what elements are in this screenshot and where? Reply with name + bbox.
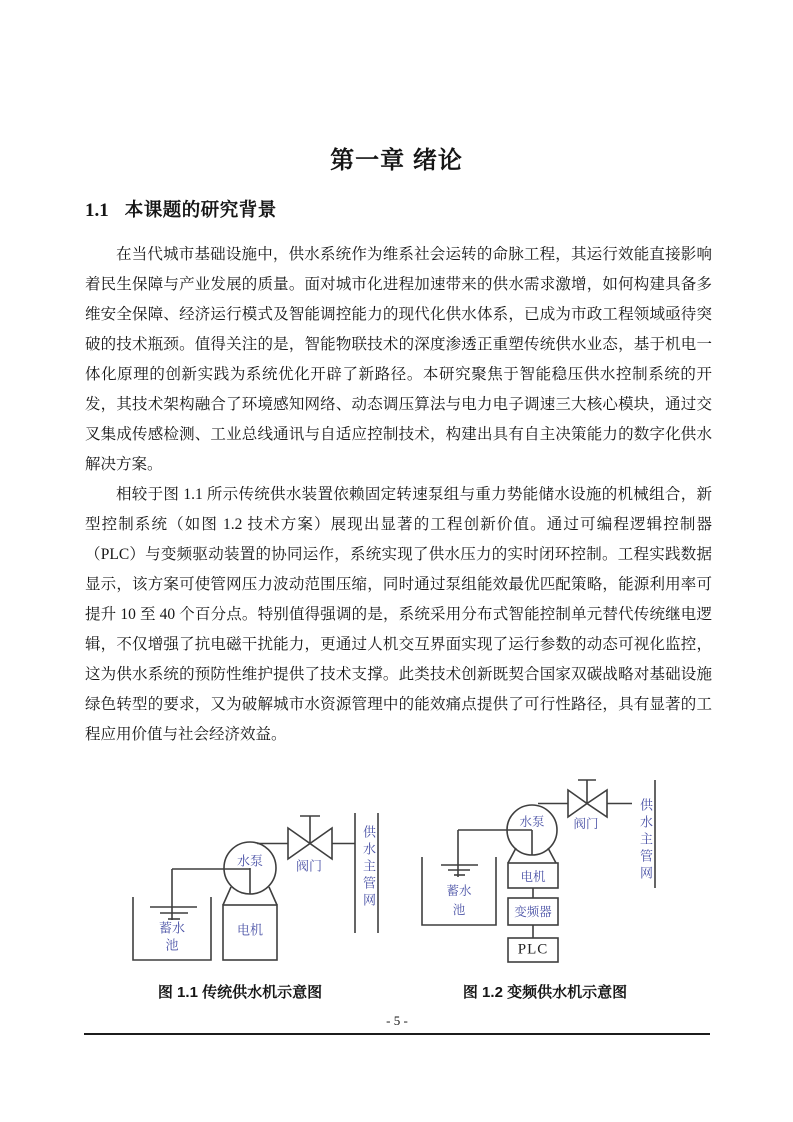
page-footer bbox=[84, 1013, 710, 1035]
valve-shape bbox=[310, 828, 332, 859]
pump-label: 水泵 bbox=[236, 853, 264, 869]
tank-label: 蓄水 bbox=[446, 884, 472, 898]
pedestal bbox=[508, 848, 516, 863]
figure-1-2-diagram bbox=[420, 770, 670, 970]
section-title: 本课题的研究背景 bbox=[124, 199, 277, 220]
pedestal bbox=[269, 887, 277, 905]
tank-label: 池 bbox=[452, 903, 466, 917]
section-number: 1.1 bbox=[85, 200, 109, 221]
main-pipe-label: 供水主管网 bbox=[361, 825, 376, 910]
vfd-label: 变频器 bbox=[514, 905, 552, 919]
pedestal bbox=[548, 848, 556, 863]
motor-label: 电机 bbox=[236, 922, 264, 938]
main-pipe-label: 供水主管网 bbox=[638, 798, 653, 883]
chapter-title: 第一章 绪论 bbox=[330, 147, 463, 174]
body-text bbox=[85, 240, 712, 750]
figure-1-1-diagram bbox=[120, 780, 400, 970]
paragraph-1: 在当代城市基础设施中，供水系统作为维系社会运转的命脉工程，其运行效能直接影响着民生保障与产业发展的质量。面对城市化进程加速带来的供水需求激增，如何构建具备多维安全保障、经济运行模式及智能调控能力的现代化供水体系，已成为市政工程领域亟待突破的技术瓶颈。值得关注的是，智能物联技术的深度渗透正重塑传统供水业态，基于机电一体化原理的创新实践为系统优化开辟了新路径。本研究聚焦于智能稳压供水控制系统的开发，其技术架构融合了环境感知网络、动态调压算法与电力电子调速三大核心模块，通过交叉集成传感检测、工业总线通讯与自适应控制技术，构建出具有自主决策能力的数字化供水解决方案。 bbox=[85, 246, 712, 473]
figure-1-1-lineart bbox=[120, 780, 400, 970]
paragraph-2: 相较于图 1.1 所示传统供水装置依赖固定转速泵组与重力势能储水设施的机械组合，新型控制系统（如图 1.2 技术方案）展现出显著的工程创新价值。通过可编程逻辑控制器（PLC）与变频驱动装置的协同运作，系统实现了供水压力的实时闭环控制。工程实践数据显示，该方案可使管网压力波动范围压缩，同时通过泵组能效最优匹配策略，能源利用率可提升 10 至 40 个百分点。特别值得强调的是，系统采用分布式智能控制单元替代传统继电逻辑，不仅增强了抗电磁干扰能力，更通过人机交互界面实现了运行参数的动态可视化监控，这为供水系统的预防性维护提供了技术支撑。此类技术创新既契合国家双碳战略对基础设施绿色转型的要求，又为破解城市水资源管理中的能效痛点提供了可行性路径，具有显著的工程应用价值与社会经济效益。 bbox=[85, 486, 712, 743]
tank-label: 蓄水 bbox=[158, 920, 186, 936]
page-number: - 5 - bbox=[386, 1013, 408, 1028]
valve-label: 阀门 bbox=[573, 817, 599, 831]
valve-shape bbox=[288, 828, 310, 859]
figure-1-1-caption: 图 1.1 传统供水机示意图 bbox=[157, 984, 323, 1001]
valve-shape bbox=[568, 790, 587, 817]
pedestal bbox=[223, 887, 231, 905]
section-heading bbox=[85, 196, 277, 222]
plc-label: PLC bbox=[517, 941, 549, 958]
figure-1-2-caption: 图 1.2 变频供水机示意图 bbox=[462, 984, 628, 1001]
valve-label: 阀门 bbox=[295, 858, 323, 874]
tank-label: 池 bbox=[165, 937, 179, 953]
valve-shape bbox=[587, 790, 607, 817]
motor-label: 电机 bbox=[520, 870, 546, 884]
pump-label: 水泵 bbox=[519, 815, 545, 829]
